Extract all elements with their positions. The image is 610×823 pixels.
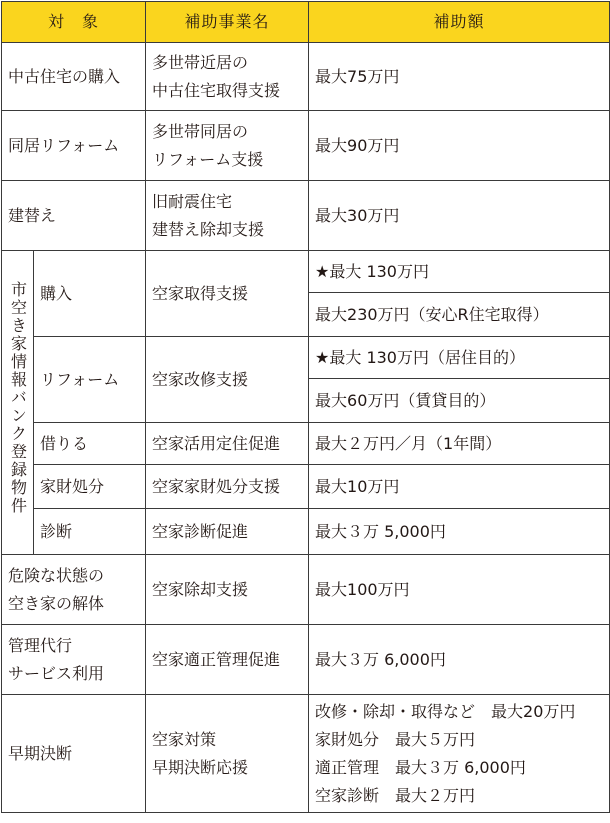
amount-line: 適正管理 最大３万 6,000円 xyxy=(315,757,526,777)
cell-target: 建替え xyxy=(2,181,146,251)
cell-target: 購入 xyxy=(34,251,146,337)
cell-amount: ★最大 130万円 xyxy=(309,251,610,293)
subsidy-table xyxy=(1,1,610,813)
program-line: 空家対策 xyxy=(152,729,217,749)
table-row xyxy=(2,555,610,625)
header-amount: 補助額 xyxy=(309,2,610,43)
cell-amount: 最大３万 6,000円 xyxy=(309,625,610,695)
header-program: 補助事業名 xyxy=(146,2,309,43)
program-line: 多世帯同居の xyxy=(152,121,249,141)
program-line: リフォーム支援 xyxy=(152,149,264,169)
cell-program xyxy=(146,111,309,181)
cell-program: 空家改修支援 xyxy=(146,337,309,423)
cell-amount: 最大75万円 xyxy=(309,43,610,111)
cell-program: 空家活用定住促進 xyxy=(146,423,309,465)
cell-amount: 最大３万 5,000円 xyxy=(309,509,610,555)
cell-amount: 最大10万円 xyxy=(309,465,610,509)
target-line: 管理代行 xyxy=(8,635,73,655)
table-row xyxy=(2,337,610,379)
table-row xyxy=(2,695,610,813)
cell-target: 同居リフォーム xyxy=(2,111,146,181)
cell-program: 空家診断促進 xyxy=(146,509,309,555)
program-line: 旧耐震住宅 xyxy=(152,191,233,211)
target-line: サービス利用 xyxy=(8,663,105,683)
cell-program xyxy=(146,43,309,111)
header-row xyxy=(2,2,610,43)
table-row xyxy=(2,251,610,293)
cell-amount: 最大230万円（安心R住宅取得） xyxy=(309,293,610,337)
table-row xyxy=(2,181,610,251)
cell-program: 空家除却支援 xyxy=(146,555,309,625)
cell-amount: ★最大 130万円（居住目的） xyxy=(309,337,610,379)
cell-program xyxy=(146,695,309,813)
table-row xyxy=(2,465,610,509)
amount-line: 空家診断 最大２万円 xyxy=(315,785,476,805)
cell-target: 借りる xyxy=(34,423,146,465)
akiya-bank-label: 市空き家情報バンク登録物件 xyxy=(2,251,34,555)
table-row xyxy=(2,509,610,555)
cell-amount: 最大２万円／月（1年間） xyxy=(309,423,610,465)
cell-amount: 最大60万円（賃貸目的） xyxy=(309,379,610,423)
cell-target xyxy=(2,625,146,695)
program-line: 早期決断応援 xyxy=(152,757,249,777)
cell-amount-list xyxy=(309,695,610,813)
cell-target: リフォーム xyxy=(34,337,146,423)
cell-program xyxy=(146,181,309,251)
table-row xyxy=(2,423,610,465)
cell-program: 空家家財処分支援 xyxy=(146,465,309,509)
cell-target: 診断 xyxy=(34,509,146,555)
cell-program: 空家適正管理促進 xyxy=(146,625,309,695)
program-line: 建替え除却支援 xyxy=(152,219,265,239)
cell-target: 中古住宅の購入 xyxy=(2,43,146,111)
cell-target xyxy=(2,555,146,625)
table-row xyxy=(2,111,610,181)
cell-amount: 最大30万円 xyxy=(309,181,610,251)
program-line: 中古住宅取得支援 xyxy=(152,80,281,100)
header-target: 対 象 xyxy=(2,2,146,43)
program-line: 多世帯近居の xyxy=(152,52,249,72)
cell-amount: 最大90万円 xyxy=(309,111,610,181)
cell-program: 空家取得支援 xyxy=(146,251,309,337)
target-line: 空き家の解体 xyxy=(8,593,105,613)
target-line: 危険な状態の xyxy=(8,565,105,585)
cell-target: 早期決断 xyxy=(2,695,146,813)
table-row xyxy=(2,43,610,111)
table-row xyxy=(2,625,610,695)
amount-line: 改修・除却・取得など 最大20万円 xyxy=(315,701,576,721)
cell-amount: 最大100万円 xyxy=(309,555,610,625)
amount-line: 家財処分 最大５万円 xyxy=(315,729,476,749)
cell-target: 家財処分 xyxy=(34,465,146,509)
